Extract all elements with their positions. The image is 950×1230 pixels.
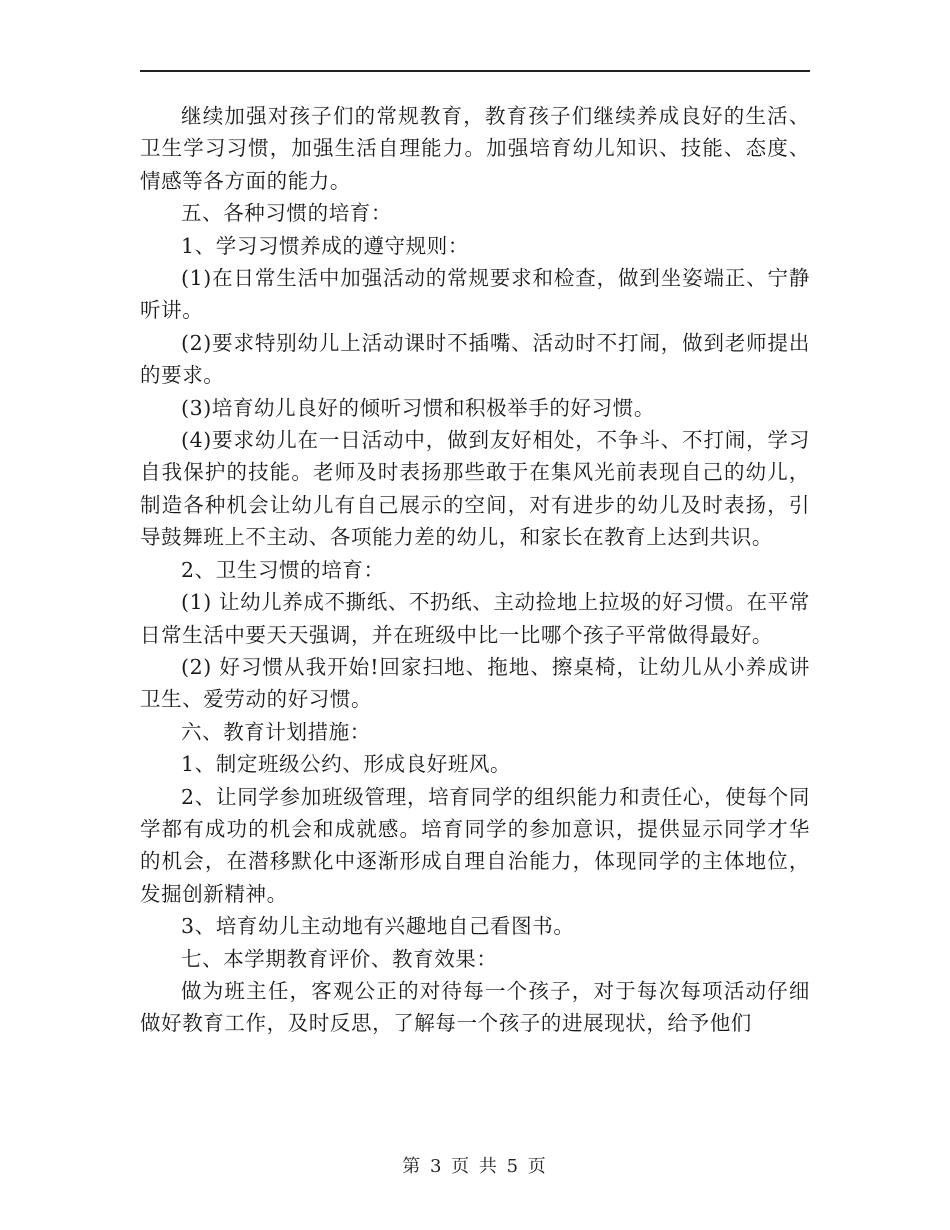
list-item: (1) 让幼儿养成不撕纸、不扔纸、主动捡地上拉圾的好习惯。在平常日常生活中要天天强调，并在班级中比一比哪个孩子平常做得最好。 xyxy=(140,590,810,647)
list-item: (2) 好习惯从我开始!回家扫地、拖地、擦桌椅，让幼儿从小养成讲卫生、爱劳动的好习惯。 xyxy=(140,654,810,712)
header-rule xyxy=(140,70,810,72)
subsection-heading: 2、卫生习惯的培育： xyxy=(181,557,385,582)
list-item: (3)培育幼儿良好的倾听习惯和积极举手的好习惯。 xyxy=(181,395,655,420)
section-heading: 五、各种习惯的培育： xyxy=(181,201,392,226)
subsection-heading: 1、学习习惯养成的遵守规则： xyxy=(181,233,469,258)
section-heading: 七、本学期教育评价、教育效果： xyxy=(181,946,498,971)
list-item: (2)要求特别幼儿上活动课时不插嘴、活动时不打闹，做到老师提出的要求。 xyxy=(140,330,810,388)
list-item: (1)在日常生活中加强活动的常规要求和检查，做到坐姿端正、宁静听讲。 xyxy=(140,266,810,323)
list-item: (4)要求幼儿在一日活动中，做到友好相处，不争斗、不打闹，学习自我保护的技能。老师及时表扬那些敢于在集风光前表现自己的幼儿，制造各种机会让幼儿有自己展示的空间，对有进步的幼儿及时表扬，引导鼓舞班上不主动、各项能力差的幼儿，和家长在教育上达到共识。 xyxy=(140,428,810,550)
page-number-footer: 第 3 页 共 5 页 xyxy=(402,1156,548,1177)
list-item: 1、制定班级公约、形成良好班风。 xyxy=(181,752,512,777)
body-paragraph: 做为班主任，客观公正的对待每一个孩子，对于每次每项活动仔细做好教育工作，及时反思，了解每一个孩子的进展现状，给予他们 xyxy=(140,978,810,1036)
body-paragraph: 继续加强对孩子们的常规教育，教育孩子们继续养成良好的生活、卫生学习习惯，加强生活自理能力。加强培育幼儿知识、技能、态度、情感等各方面的能力。 xyxy=(140,104,810,193)
list-item: 2、让同学参加班级管理，培育同学的组织能力和责任心，使每个同学都有成功的机会和成就感。培育同学的参加意识，提供显示同学才华的机会，在潜移默化中逐渐形成自理自治能力，体现同学的主体地位，发掘创新精神。 xyxy=(140,784,810,906)
document-body xyxy=(140,100,810,1040)
list-item: 3、培育幼儿主动地有兴趣地自己看图书。 xyxy=(181,914,575,939)
section-heading: 六、教育计划措施： xyxy=(181,719,371,744)
